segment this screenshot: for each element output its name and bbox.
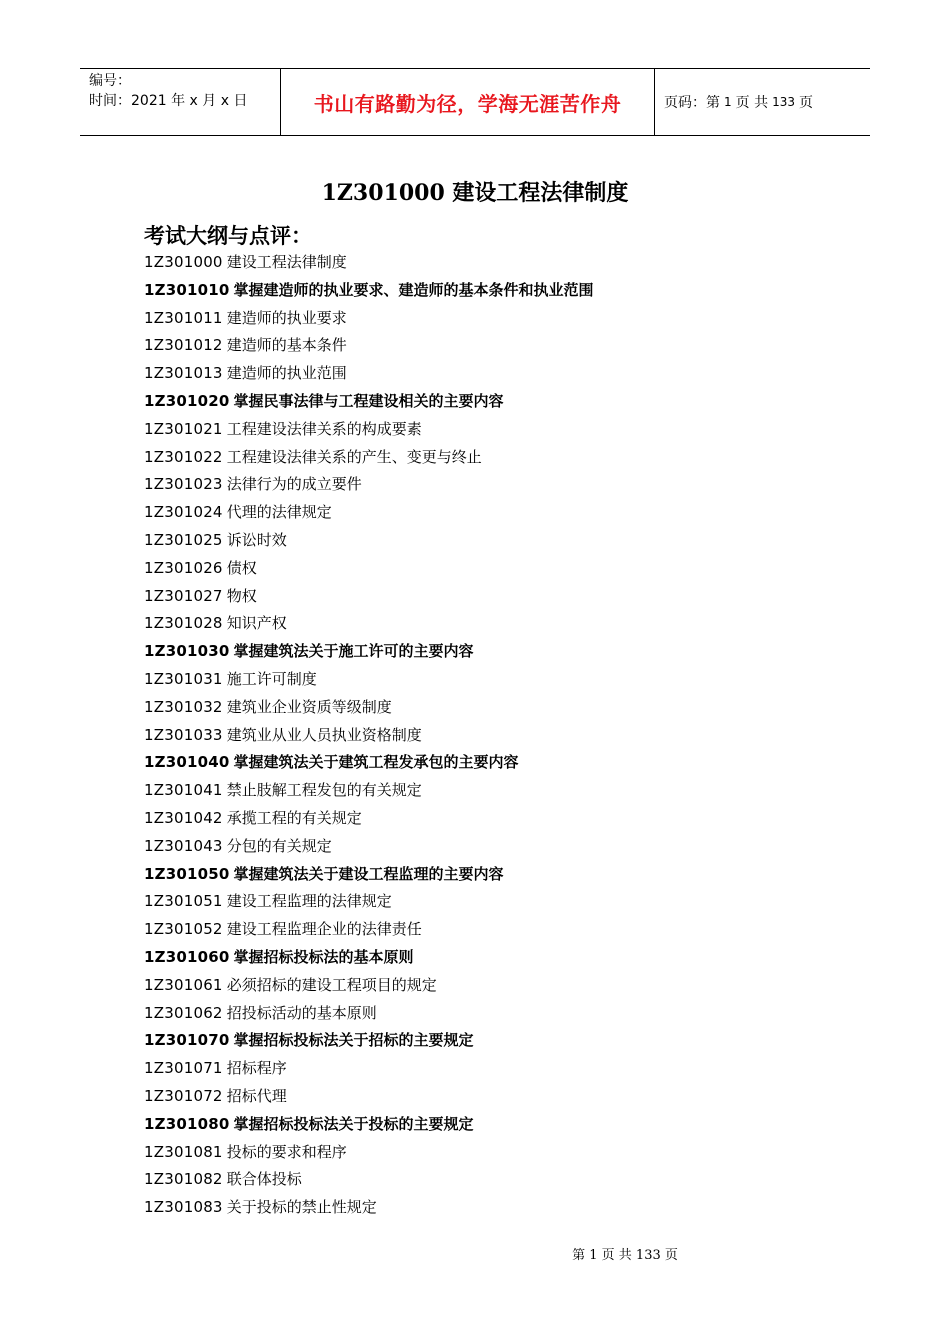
outline-item-code: 1Z301042 xyxy=(144,808,223,827)
page-footer: 第 1 页 共 133 页 xyxy=(572,1248,678,1263)
outline-item-text: 掌握民事法律与工程建设相关的主要内容 xyxy=(233,391,504,410)
outline-section-item xyxy=(144,388,844,416)
outline-item-text: 关于投标的禁止性规定 xyxy=(226,1198,377,1217)
outline-item xyxy=(144,555,844,583)
outline-item-text: 联合体投标 xyxy=(226,1170,302,1189)
outline-item-text: 建设工程监理的法律规定 xyxy=(226,892,392,911)
page-current: 1 xyxy=(724,95,732,109)
outline-item-code: 1Z301033 xyxy=(144,725,223,744)
outline-item-text: 建造师的执业范围 xyxy=(226,364,347,383)
outline-item-text: 掌握招标投标法的基本原则 xyxy=(233,947,414,966)
outline-item xyxy=(144,694,844,722)
outline-item-text: 建造师的执业要求 xyxy=(226,308,347,327)
header-meta-cell xyxy=(80,69,281,135)
outline-item-code: 1Z301051 xyxy=(144,892,223,911)
page-suffix: 页 xyxy=(799,95,813,111)
outline-item xyxy=(144,305,844,333)
outline-item xyxy=(144,583,844,611)
outline-item-code: 1Z301011 xyxy=(144,308,223,327)
outline-item-text: 掌握建筑法关于施工许可的主要内容 xyxy=(233,642,474,661)
syllabus-outline xyxy=(144,249,844,1222)
outline-item-text: 招投标活动的基本原则 xyxy=(226,1003,377,1022)
page-header xyxy=(80,68,870,136)
outline-item-code: 1Z301062 xyxy=(144,1003,223,1022)
outline-item xyxy=(144,1083,844,1111)
outline-item-text: 建筑业从业人员执业资格制度 xyxy=(226,725,422,744)
outline-item-text: 掌握建筑法关于建设工程监理的主要内容 xyxy=(233,864,504,883)
outline-item xyxy=(144,1139,844,1167)
page-mid: 页 共 xyxy=(735,95,769,111)
outline-item-code: 1Z301024 xyxy=(144,503,223,522)
outline-item xyxy=(144,833,844,861)
outline-item-code: 1Z301027 xyxy=(144,586,223,605)
outline-section-item xyxy=(144,1027,844,1055)
outline-item-text: 掌握招标投标法关于投标的主要规定 xyxy=(233,1114,474,1133)
outline-item-code: 1Z301021 xyxy=(144,419,223,438)
outline-item-text: 建设工程法律制度 xyxy=(226,253,347,271)
outline-item-code: 1Z301040 xyxy=(144,753,230,772)
outline-item-text: 招标代理 xyxy=(226,1086,287,1105)
outline-item-text: 债权 xyxy=(226,558,257,577)
outline-item-text: 物权 xyxy=(226,586,257,605)
outline-item-code: 1Z301072 xyxy=(144,1086,223,1105)
document-number-label: 编号： xyxy=(89,73,131,89)
outline-item-text: 建设工程监理企业的法律责任 xyxy=(226,920,422,939)
outline-item-code: 1Z301010 xyxy=(144,280,230,299)
outline-item-text: 投标的要求和程序 xyxy=(226,1142,347,1161)
page-total: 133 xyxy=(772,95,795,109)
outline-item-text: 招标程序 xyxy=(226,1059,287,1078)
outline-item xyxy=(144,332,844,360)
outline-item-text: 工程建设法律关系的产生、变更与终止 xyxy=(226,447,482,466)
outline-item-code: 1Z301013 xyxy=(144,364,223,383)
outline-item-text: 诉讼时效 xyxy=(226,530,287,549)
outline-item-code: 1Z301022 xyxy=(144,447,223,466)
outline-item xyxy=(144,360,844,388)
page-prefix: 页码：第 xyxy=(664,95,720,111)
outline-item xyxy=(144,1000,844,1028)
outline-item-text: 掌握招标投标法关于招标的主要规定 xyxy=(233,1031,474,1050)
outline-item-text: 必须招标的建设工程项目的规定 xyxy=(226,975,437,994)
outline-item xyxy=(144,416,844,444)
header-motto: 书山有路勤为径，学海无涯苦作舟 xyxy=(313,91,622,116)
outline-item-code: 1Z301061 xyxy=(144,975,223,994)
outline-item xyxy=(144,916,844,944)
section-heading: 考试大纲与点评： xyxy=(144,224,312,248)
outline-item-text: 承揽工程的有关规定 xyxy=(226,808,362,827)
outline-item-code: 1Z301023 xyxy=(144,475,223,494)
outline-item-code: 1Z301041 xyxy=(144,781,223,800)
outline-item-code: 1Z301080 xyxy=(144,1114,230,1133)
outline-item-text: 掌握建造师的执业要求、建造师的基本条件和执业范围 xyxy=(233,280,594,299)
outline-item xyxy=(144,499,844,527)
outline-item-text: 法律行为的成立要件 xyxy=(226,475,362,494)
outline-section-item xyxy=(144,944,844,972)
outline-item xyxy=(144,972,844,1000)
outline-item-code: 1Z301060 xyxy=(144,947,230,966)
outline-item-text: 掌握建筑法关于建筑工程发承包的主要内容 xyxy=(233,753,519,772)
outline-item-text: 建筑业企业资质等级制度 xyxy=(226,697,392,716)
outline-section-item xyxy=(144,749,844,777)
outline-item-text: 施工许可制度 xyxy=(226,669,317,688)
outline-item-text: 工程建设法律关系的构成要素 xyxy=(226,419,422,438)
outline-item-code: 1Z301025 xyxy=(144,530,223,549)
outline-item-code: 1Z301083 xyxy=(144,1198,223,1217)
outline-item xyxy=(144,888,844,916)
outline-item-text: 分包的有关规定 xyxy=(226,836,332,855)
outline-item-text: 知识产权 xyxy=(226,614,287,633)
outline-item xyxy=(144,666,844,694)
outline-item xyxy=(144,444,844,472)
outline-item xyxy=(144,777,844,805)
outline-item-code: 1Z301026 xyxy=(144,558,223,577)
outline-item-code: 1Z301030 xyxy=(144,642,230,661)
outline-item-code: 1Z301070 xyxy=(144,1031,230,1050)
outline-item xyxy=(144,1166,844,1194)
outline-item-code: 1Z301050 xyxy=(144,864,230,883)
header-page-cell xyxy=(655,69,870,135)
outline-item-text: 建造师的基本条件 xyxy=(226,336,347,355)
outline-item-code: 1Z301028 xyxy=(144,614,223,633)
document-title: 1Z301000 建设工程法律制度 xyxy=(321,180,629,206)
outline-item-text: 禁止肢解工程发包的有关规定 xyxy=(226,781,422,800)
outline-item-code: 1Z301071 xyxy=(144,1059,223,1078)
outline-section-item xyxy=(144,277,844,305)
outline-item-code: 1Z301000 xyxy=(144,253,223,271)
outline-item xyxy=(144,249,844,277)
document-time-label: 时间：2021 年 x 月 x 日 xyxy=(89,93,248,109)
outline-item xyxy=(144,1194,844,1222)
outline-section-item xyxy=(144,1111,844,1139)
outline-section-item xyxy=(144,638,844,666)
outline-item-code: 1Z301031 xyxy=(144,669,223,688)
outline-item-text: 代理的法律规定 xyxy=(226,503,332,522)
outline-item xyxy=(144,805,844,833)
outline-item-code: 1Z301043 xyxy=(144,836,223,855)
outline-item xyxy=(144,610,844,638)
outline-item-code: 1Z301052 xyxy=(144,920,223,939)
header-motto-cell xyxy=(281,69,655,135)
outline-item-code: 1Z301082 xyxy=(144,1170,223,1189)
outline-item-code: 1Z301012 xyxy=(144,336,223,355)
outline-item-code: 1Z301081 xyxy=(144,1142,223,1161)
outline-item xyxy=(144,722,844,750)
outline-item-code: 1Z301020 xyxy=(144,391,230,410)
outline-item xyxy=(144,471,844,499)
outline-section-item xyxy=(144,861,844,889)
outline-item xyxy=(144,527,844,555)
outline-item-code: 1Z301032 xyxy=(144,697,223,716)
outline-item xyxy=(144,1055,844,1083)
